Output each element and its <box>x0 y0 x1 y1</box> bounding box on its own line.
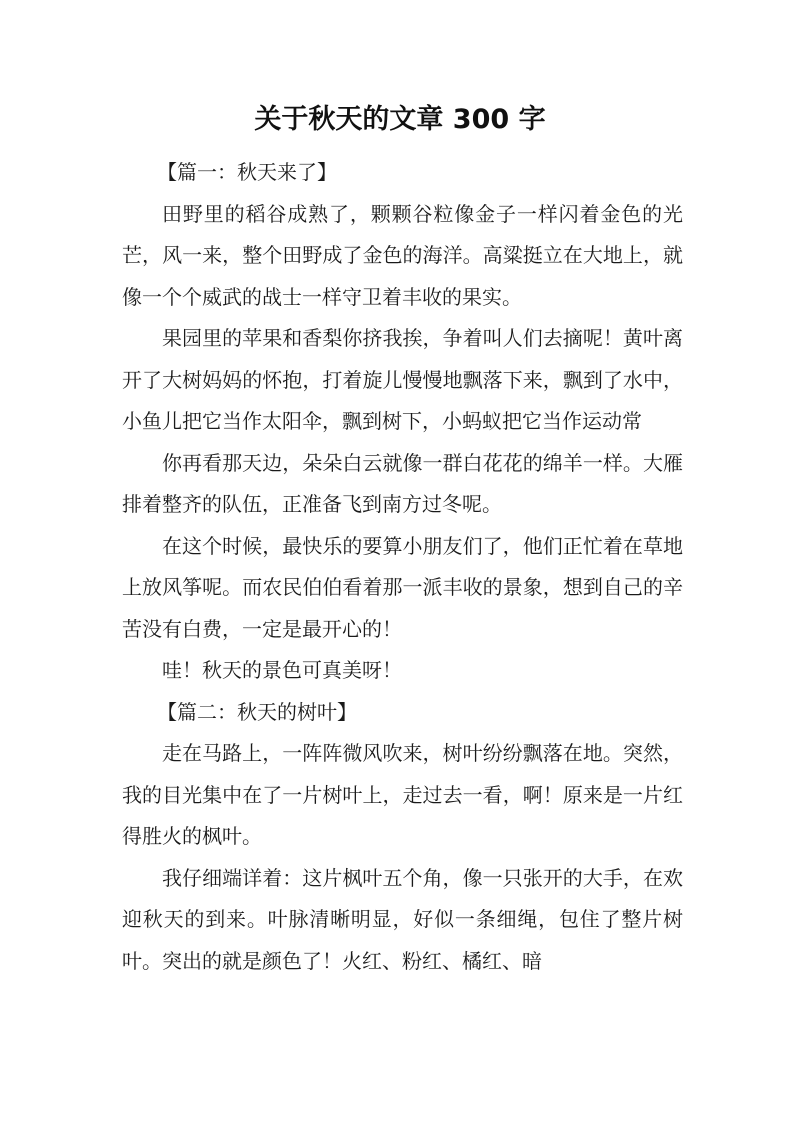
paragraph: 哇！秋天的景色可真美呀！ <box>162 658 402 682</box>
document-body <box>122 152 683 982</box>
paragraph: 果园里的苹果和香梨你挤我挨，争着叫人们去摘呢！黄叶离开了大树妈妈的怀抱，打着旋儿慢慢地飘落下来，飘到了水中，小鱼儿把它当作太阳伞，飘到树下，小蚂蚁把它当作运动常 <box>122 326 683 433</box>
paragraph: 田野里的稻谷成熟了，颗颗谷粒像金子一样闪着金色的光芒，风一来，整个田野成了金色的海洋。高粱挺立在大地上，就像一个个威武的战士一样守卫着丰收的果实。 <box>122 201 683 309</box>
paragraph: 我仔细端详着：这片枫叶五个角，像一只张开的大手，在欢迎秋天的到来。叶脉清晰明显，好似一条细绳，包住了整片树叶。突出的就是颜色了！火红、粉红、橘红、暗 <box>122 865 683 973</box>
document-title: 关于秋天的文章 300 字 <box>254 104 546 135</box>
section-heading: 【篇一：秋天来了】 <box>157 160 337 184</box>
paragraph: 在这个时候，最快乐的要算小朋友们了，他们正忙着在草地上放风筝呢。而农民伯伯看着那一派丰收的景象，想到自己的辛苦没有白费，一定是最开心的！ <box>122 533 683 641</box>
paragraph: 你再看那天边，朵朵白云就像一群白花花的绵羊一样。大雁排着整齐的队伍，正准备飞到南方过冬呢。 <box>122 450 683 516</box>
paragraph: 走在马路上，一阵阵微风吹来，树叶纷纷飘落在地。突然，我的目光集中在了一片树叶上，走过去一看，啊！原来是一片红得胜火的枫叶。 <box>122 741 683 848</box>
section-heading: 【篇二：秋天的树叶】 <box>157 699 357 724</box>
